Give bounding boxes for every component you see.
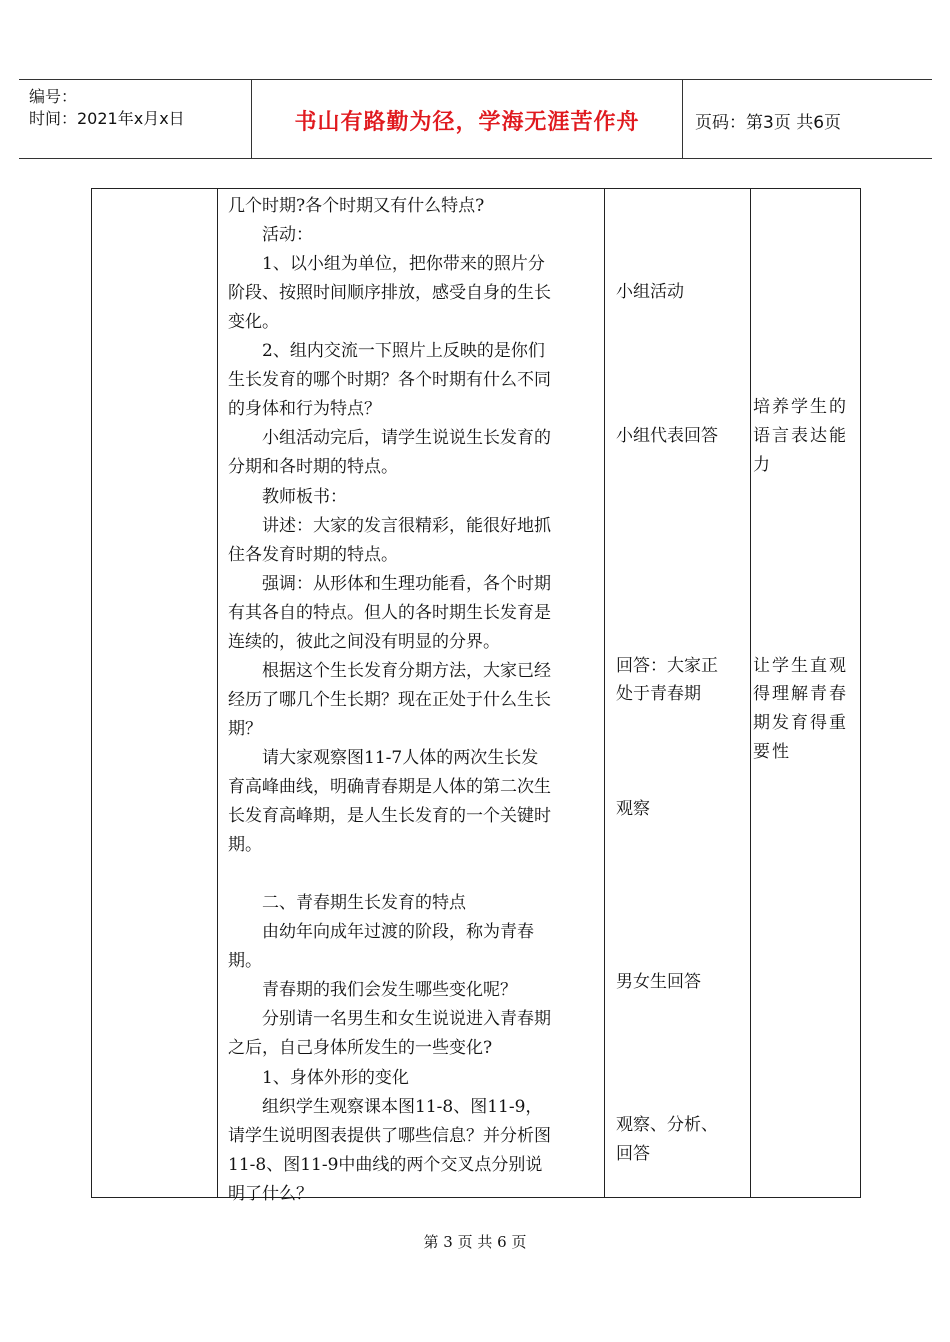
- activity-note: 小组代表回答: [616, 426, 718, 446]
- header-motto-cell: [252, 80, 683, 158]
- page-number-label: 页码：第3页 共6页: [695, 113, 842, 133]
- purpose-note: 得理解青春: [753, 684, 848, 704]
- content-line: 住各发育时期的特点。: [228, 544, 398, 565]
- content-line: 连续的，彼此之间没有明显的分界。: [228, 631, 500, 652]
- activity-note: 观察: [616, 799, 650, 819]
- content-line: 有其各自的特点。但人的各时期生长发育是: [228, 602, 551, 623]
- activity-note: 回答：大家正: [616, 656, 718, 676]
- purpose-note: 期发育得重: [753, 713, 848, 733]
- purpose-note: 要性: [753, 742, 791, 762]
- content-line: 由幼年向成年过渡的阶段，称为青春: [228, 922, 534, 943]
- table-divider: [217, 189, 218, 1197]
- content-line: 几个时期?各个时期又有什么特点?: [228, 196, 485, 216]
- content-line: 二、青春期生长发育的特点: [228, 893, 466, 914]
- content-line: 青春期的我们会发生哪些变化呢？: [228, 980, 517, 1001]
- activity-note: 小组活动: [616, 282, 684, 302]
- header-meta-cell: [19, 80, 252, 158]
- activity-note: 观察、分析、: [616, 1115, 718, 1135]
- content-line: 明了什么？: [228, 1183, 313, 1204]
- content-line: 之后，自己身体所发生的一些变化?: [228, 1038, 493, 1059]
- content-line: 小组活动完后，请学生说说生长发育的: [228, 428, 551, 449]
- purpose-note: 让学生直观: [753, 656, 848, 676]
- content-line: 11-8、图11-9中曲线的两个交叉点分别说: [228, 1154, 543, 1175]
- content-line: 变化。: [228, 312, 279, 333]
- content-line: 活动：: [228, 225, 313, 246]
- content-line: 讲述：大家的发言很精彩，能很好地抓: [228, 515, 551, 536]
- page-footer: 第 3 页 共 6 页: [423, 1233, 527, 1251]
- content-line: 1、身体外形的变化: [228, 1067, 409, 1088]
- purpose-note: 语言表达能: [753, 426, 848, 446]
- table-divider: [750, 189, 751, 1197]
- table-divider: [604, 189, 605, 1197]
- content-line: 2、组内交流一下照片上反映的是你们: [228, 341, 545, 362]
- content-line: 期？: [228, 718, 262, 739]
- activity-note: 回答: [616, 1144, 650, 1164]
- content-line: 生长发育的哪个时期？各个时期有什么不同: [228, 370, 551, 391]
- activity-note: 处于青春期: [616, 684, 701, 704]
- content-line: 根据这个生长发育分期方法，大家已经: [228, 660, 551, 681]
- content-line: 分别请一名男生和女生说说进入青春期: [228, 1009, 551, 1030]
- content-line: 1、以小组为单位，把你带来的照片分: [228, 254, 545, 275]
- content-line: 教师板书：: [228, 486, 347, 507]
- header-page-cell: [683, 80, 932, 158]
- page-header: [19, 79, 932, 159]
- content-line: 分期和各时期的特点。: [228, 457, 398, 478]
- content-line: 组织学生观察课本图11-8、图11-9，: [228, 1096, 543, 1117]
- motto: 书山有路勤为径，学海无涯苦作舟: [294, 110, 640, 135]
- time-label: 时间：2021年x月x日: [29, 109, 185, 128]
- content-line: 期。: [228, 835, 262, 856]
- content-line: 的身体和行为特点？: [228, 399, 381, 420]
- purpose-note: 培养学生的: [753, 397, 848, 417]
- content-line: 期。: [228, 951, 262, 972]
- purpose-note: 力: [753, 455, 772, 475]
- content-line: 请大家观察图11-7人体的两次生长发: [228, 747, 539, 768]
- content-line: 强调：从形体和生理功能看，各个时期: [228, 573, 551, 594]
- activity-note: 男女生回答: [616, 972, 701, 992]
- content-line: 经历了哪几个生长期？现在正处于什么生长: [228, 689, 551, 710]
- content-line: 请学生说明图表提供了哪些信息？并分析图: [228, 1125, 551, 1146]
- number-label: 编号：: [29, 87, 78, 106]
- content-line: 阶段、按照时间顺序排放，感受自身的生长: [228, 283, 551, 304]
- content-line: 育高峰曲线，明确青春期是人体的第二次生: [228, 777, 551, 797]
- content-line: 长发育高峰期，是人生长发育的一个关键时: [228, 806, 551, 827]
